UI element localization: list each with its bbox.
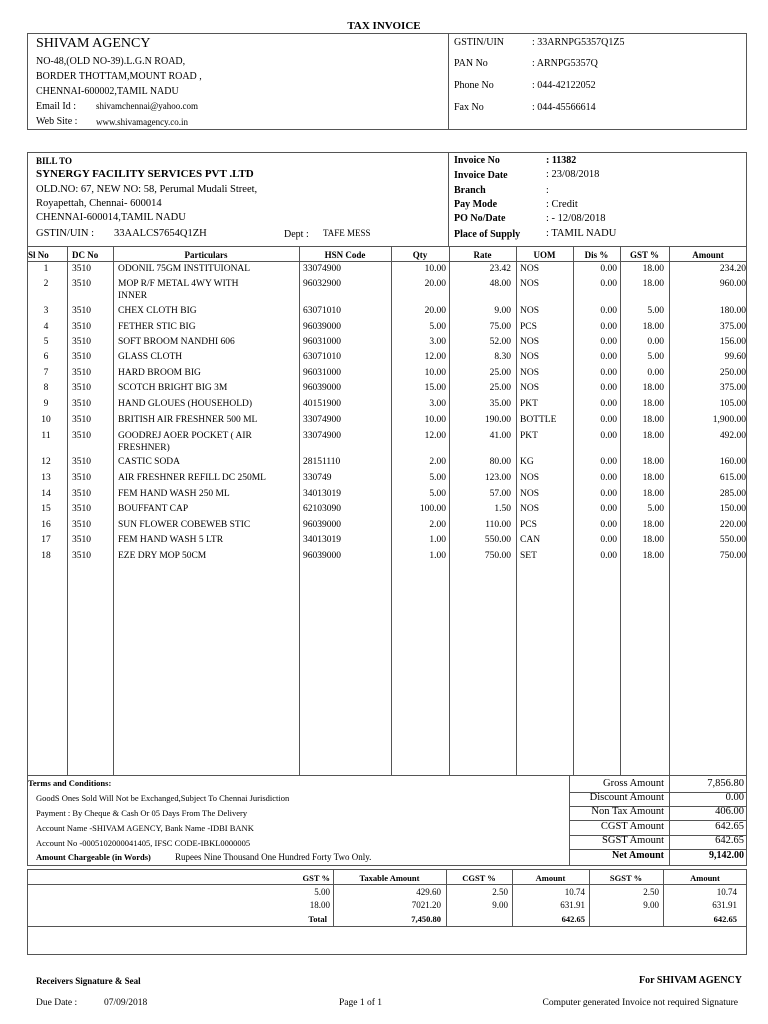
col-line [516, 246, 517, 775]
cell-hsn: 33074900 [303, 431, 341, 441]
seller-web: www.shivamagency.co.in [96, 117, 189, 127]
footer-note: Computer generated Invoice not required Signature [542, 998, 738, 1008]
billto-gstin-label: GSTIN/UIN : [36, 228, 95, 239]
cell-dcno: 3510 [72, 264, 91, 274]
cell-uom: SET [520, 551, 537, 561]
seller-pan-label: PAN No [454, 58, 488, 69]
th-gst: GST % [629, 250, 660, 260]
cell-hsn: 33074900 [303, 264, 341, 274]
cell-qty: 3.00 [429, 337, 446, 347]
gst-cell-cgst-amount: 631.91 [560, 900, 585, 910]
cell-slno: 18 [41, 551, 51, 561]
cell-dis: 0.00 [600, 535, 617, 545]
cell-qty: 1.00 [429, 535, 446, 545]
cell-particulars: EZE DRY MOP 50CM [118, 551, 207, 561]
billto-divider [448, 152, 449, 246]
cell-dcno: 3510 [72, 551, 91, 561]
gst-th-amount-2: Amount [690, 873, 720, 883]
invoice-no-label: Invoice No [454, 155, 500, 166]
cell-uom: NOS [520, 368, 540, 378]
gst-th-amount-1: Amount [535, 873, 566, 883]
cell-dis: 0.00 [600, 489, 617, 499]
cell-dcno: 3510 [72, 520, 91, 530]
table-header-rule [27, 261, 747, 262]
cell-hsn: 62103090 [303, 504, 341, 514]
cell-slno: 4 [43, 322, 49, 332]
gst-total-sgst: 642.65 [713, 914, 737, 924]
cell-dcno: 3510 [72, 399, 91, 409]
th-hsn: HSN Code [324, 250, 366, 260]
cell-slno: 5 [43, 337, 49, 347]
gst-cell-cgst-amount: 10.74 [564, 887, 585, 897]
cell-particulars: MOP R/F METAL 4WY WITH [118, 279, 239, 289]
col-line [113, 246, 114, 775]
seller-fax-label: Fax No [454, 102, 484, 113]
cell-hsn: 96039000 [303, 551, 341, 561]
total-label: SGST Amount [602, 835, 664, 846]
cell-qty: 3.00 [429, 399, 446, 409]
cell-hsn: 34013019 [303, 535, 341, 545]
cell-dis: 0.00 [600, 520, 617, 530]
cell-qty: 20.00 [424, 306, 446, 316]
th-particulars: Particulars [184, 250, 228, 260]
cell-slno: 2 [43, 279, 49, 289]
cell-uom: KG [520, 457, 534, 467]
cell-particulars-cont: FRESHNER) [118, 443, 170, 453]
cell-uom: PCS [520, 520, 537, 530]
cell-qty: 5.00 [429, 489, 446, 499]
cell-dcno: 3510 [72, 306, 91, 316]
cell-amount: 150.00 [719, 504, 746, 514]
cell-particulars: SUN FLOWER COBEWEB STIC [118, 520, 251, 530]
col-line [299, 246, 300, 775]
seller-phone: : 044-42122052 [532, 80, 596, 91]
cell-particulars: HARD BROOM BIG [118, 368, 201, 378]
cell-slno: 1 [43, 264, 49, 274]
billto-label: BILL TO [36, 156, 72, 166]
cell-gst: 18.00 [642, 264, 664, 274]
total-value: 642.65 [715, 835, 744, 846]
cell-uom: NOS [520, 264, 540, 274]
cell-amount: 234.20 [719, 264, 746, 274]
cell-qty: 10.00 [424, 264, 446, 274]
cell-hsn: 96039000 [303, 322, 341, 332]
th-dcno: DC No [72, 250, 99, 260]
cell-dis: 0.00 [600, 264, 617, 274]
cell-dcno: 3510 [72, 473, 91, 483]
cell-amount: 156.00 [719, 337, 746, 347]
cell-particulars: CASTIC SODA [118, 457, 181, 467]
cell-amount: 250.00 [719, 368, 746, 378]
cell-slno: 3 [43, 306, 49, 316]
gst-cell-rate: 18.00 [309, 900, 330, 910]
gst-cell-sgst: 9.00 [643, 900, 659, 910]
cell-dcno: 3510 [72, 337, 91, 347]
gst-cell-sgst-amount: 631.91 [712, 900, 737, 910]
invoice-date: : 23/08/2018 [546, 169, 600, 180]
cell-rate: 8.30 [494, 352, 511, 362]
cell-qty: 5.00 [429, 322, 446, 332]
branch-value: : [546, 185, 549, 196]
gst-cell-taxable: 7021.20 [411, 900, 441, 910]
cell-slno: 7 [43, 368, 49, 378]
cell-qty: 1.00 [429, 551, 446, 561]
amount-words: Rupees Nine Thousand One Hundred Forty Two Only. [175, 852, 372, 862]
cell-particulars: ODONIL 75GM INSTITUIONAL [118, 264, 251, 274]
cell-amount: 1,900.00 [712, 415, 746, 425]
cell-qty: 15.00 [424, 383, 446, 393]
cell-dis: 0.00 [600, 551, 617, 561]
po-value: : - 12/08/2018 [546, 213, 606, 224]
cell-rate: 48.00 [489, 279, 511, 289]
invoice-no: : 11382 [546, 155, 577, 166]
th-qty: Qty [412, 250, 428, 260]
cell-dis: 0.00 [600, 368, 617, 378]
cell-amount: 615.00 [719, 473, 746, 483]
cell-dcno: 3510 [72, 504, 91, 514]
total-value: 0.00 [725, 792, 744, 803]
cell-particulars: SCOTCH BRIGHT BIG 3M [118, 383, 228, 393]
cell-uom: PKT [520, 431, 538, 441]
cell-gst: 5.00 [647, 306, 664, 316]
cell-hsn: 34013019 [303, 489, 341, 499]
cell-qty: 20.00 [424, 279, 446, 289]
cell-uom: NOS [520, 504, 540, 514]
billto-name: SYNERGY FACILITY SERVICES PVT .LTD [36, 168, 254, 180]
cell-gst: 18.00 [642, 415, 664, 425]
cell-slno: 17 [41, 535, 51, 545]
cell-rate: 23.42 [489, 264, 511, 274]
cell-slno: 12 [41, 457, 51, 467]
cell-gst: 5.00 [647, 504, 664, 514]
cell-dis: 0.00 [600, 457, 617, 467]
due-date: 07/09/2018 [104, 998, 148, 1008]
cell-slno: 14 [41, 489, 51, 499]
cell-slno: 6 [43, 352, 49, 362]
cell-gst: 18.00 [642, 473, 664, 483]
cell-uom: NOS [520, 473, 540, 483]
cell-hsn: 96031000 [303, 337, 341, 347]
seller-email-label: Email Id : [36, 101, 76, 112]
total-value: 406.00 [715, 806, 744, 817]
cell-qty: 2.00 [429, 520, 446, 530]
cell-particulars: GLASS CLOTH [118, 352, 183, 362]
cell-amount: 220.00 [719, 520, 746, 530]
billto-dept: TAFE MESS [323, 228, 371, 238]
total-label: Gross Amount [603, 778, 664, 789]
cell-dis: 0.00 [600, 352, 617, 362]
cell-dis: 0.00 [600, 415, 617, 425]
cell-amount: 960.00 [719, 279, 746, 289]
supply-label: Place of Supply [454, 229, 521, 240]
cell-rate: 25.00 [489, 383, 511, 393]
paymode-value: : Credit [546, 199, 578, 210]
cell-dis: 0.00 [600, 279, 617, 289]
cell-slno: 10 [41, 415, 51, 425]
th-dis: Dis % [584, 250, 609, 260]
cell-slno: 11 [41, 431, 51, 441]
seller-email: shivamchennai@yahoo.com [96, 101, 199, 111]
gst-total-taxable: 7,450.80 [411, 914, 441, 924]
branch-label: Branch [454, 185, 486, 196]
cell-amount: 99.60 [724, 352, 746, 362]
gst-cell-cgst: 9.00 [492, 900, 508, 910]
cell-gst: 18.00 [642, 322, 664, 332]
cell-particulars-cont: INNER [118, 291, 148, 301]
cell-rate: 25.00 [489, 368, 511, 378]
cell-dcno: 3510 [72, 535, 91, 545]
cell-particulars: CHEX CLOTH BIG [118, 306, 197, 316]
table-bottom-rule [27, 775, 747, 776]
billto-address-1: OLD.NO: 67, NEW NO: 58, Perumal Mudali Street, [36, 184, 258, 195]
cell-amount: 180.00 [719, 306, 746, 316]
cell-rate: 9.00 [494, 306, 511, 316]
cell-particulars: GOODREJ AOER POCKET ( AIR [118, 431, 252, 441]
cell-gst: 18.00 [642, 399, 664, 409]
gst-cell-sgst: 2.50 [643, 887, 659, 897]
receiver-signature: Receivers Signature & Seal [36, 976, 141, 986]
gst-summary-header-rule [27, 884, 747, 885]
th-rate: Rate [473, 250, 492, 260]
cell-qty: 12.00 [424, 352, 446, 362]
terms-line-4: Account No -0005102000041405, IFSC CODE-IBKL0000005 [36, 838, 251, 848]
cell-amount: 550.00 [719, 535, 746, 545]
cell-particulars: HAND GLOUES (HOUSEHOLD) [118, 399, 253, 409]
seller-pan: : ARNPG5357Q [532, 58, 598, 69]
cell-rate: 1.50 [494, 504, 511, 514]
cell-rate: 750.00 [484, 551, 511, 561]
po-label: PO No/Date [454, 213, 506, 224]
cell-uom: NOS [520, 489, 540, 499]
cell-rate: 550.00 [484, 535, 511, 545]
seller-divider [448, 33, 449, 130]
th-slno: Sl No [28, 250, 49, 260]
cell-dcno: 3510 [72, 352, 91, 362]
seller-address-1: NO-48,(OLD NO-39).L.G.N ROAD, [36, 56, 186, 67]
cell-gst: 18.00 [642, 383, 664, 393]
cell-gst: 5.00 [647, 352, 664, 362]
cell-gst: 18.00 [642, 535, 664, 545]
cell-uom: PKT [520, 399, 538, 409]
cell-uom: CAN [520, 535, 541, 545]
cell-dcno: 3510 [72, 383, 91, 393]
cell-rate: 80.00 [489, 457, 511, 467]
gst-th-gst: GST % [302, 873, 330, 883]
cell-qty: 100.00 [419, 504, 446, 514]
cell-amount: 492.00 [719, 431, 746, 441]
cell-dcno: 3510 [72, 415, 91, 425]
seller-gstin-label: GSTIN/UIN [454, 37, 504, 48]
seller-phone-label: Phone No [454, 80, 494, 91]
cell-qty: 5.00 [429, 473, 446, 483]
cell-dcno: 3510 [72, 368, 91, 378]
cell-slno: 15 [41, 504, 51, 514]
table-top-rule [27, 246, 747, 247]
cell-dis: 0.00 [600, 504, 617, 514]
th-amount: Amount [692, 250, 724, 260]
cell-slno: 16 [41, 520, 51, 530]
gst-th-taxable: Taxable Amount [359, 873, 420, 883]
cell-amount: 375.00 [719, 383, 746, 393]
cell-uom: NOS [520, 279, 540, 289]
seller-address-3: CHENNAI-600002,TAMIL NADU [36, 86, 179, 97]
cell-uom: NOS [520, 352, 540, 362]
gst-cell-taxable: 429.60 [416, 887, 441, 897]
cell-particulars: AIR FRESHNER REFILL DC 250ML [118, 473, 266, 483]
cell-slno: 9 [43, 399, 49, 409]
cell-hsn: 96032900 [303, 279, 341, 289]
cell-uom: NOS [520, 337, 540, 347]
cell-amount: 375.00 [719, 322, 746, 332]
terms-line-3: Account Name -SHIVAM AGENCY, Bank Name -IDBI BANK [36, 823, 254, 833]
due-date-label: Due Date : [36, 998, 78, 1008]
cell-hsn: 330749 [303, 473, 332, 483]
supply-value: : TAMIL NADU [546, 228, 617, 239]
seller-gstin: : 33ARNPG5357Q1Z5 [532, 37, 625, 48]
billto-gstin: 33AALCS7654Q1ZH [114, 228, 207, 239]
gst-cell-sgst-amount: 10.74 [716, 887, 737, 897]
cell-particulars: FEM HAND WASH 5 LTR [118, 535, 224, 545]
cell-qty: 10.00 [424, 415, 446, 425]
cell-rate: 41.00 [489, 431, 511, 441]
cell-particulars: BOUFFANT CAP [118, 504, 189, 514]
cell-qty: 2.00 [429, 457, 446, 467]
total-label: Non Tax Amount [591, 806, 664, 817]
cell-dcno: 3510 [72, 457, 91, 467]
cell-gst: 0.00 [647, 337, 664, 347]
cell-dis: 0.00 [600, 473, 617, 483]
total-label: Discount Amount [589, 792, 664, 803]
cell-gst: 18.00 [642, 551, 664, 561]
billto-address-2: Royapettah, Chennai- 600014 [36, 198, 162, 209]
seller-address-2: BORDER THOTTAM,MOUNT ROAD , [36, 71, 202, 82]
cell-amount: 160.00 [719, 457, 746, 467]
seller-web-label: Web Site : [36, 116, 78, 127]
total-label: CGST Amount [600, 821, 664, 832]
cell-hsn: 96039000 [303, 520, 341, 530]
cell-particulars: SOFT BROOM NANDHI 606 [118, 337, 235, 347]
cell-hsn: 28151110 [303, 457, 341, 467]
cell-amount: 285.00 [719, 489, 746, 499]
gst-cell-cgst: 2.50 [492, 887, 508, 897]
cell-uom: NOS [520, 383, 540, 393]
cell-gst: 18.00 [642, 520, 664, 530]
cell-gst: 0.00 [647, 368, 664, 378]
cell-gst: 18.00 [642, 431, 664, 441]
gst-cell-rate: 5.00 [314, 887, 330, 897]
cell-dis: 0.00 [600, 399, 617, 409]
total-value: 7,856.80 [707, 778, 744, 789]
cell-rate: 52.00 [489, 337, 511, 347]
billto-address-3: CHENNAI-600014,TAMIL NADU [36, 212, 186, 223]
seller-fax: : 044-45566614 [532, 102, 596, 113]
cell-gst: 18.00 [642, 279, 664, 289]
amount-words-label: Amount Chargeable (in Words) [36, 852, 151, 862]
th-uom: UOM [533, 250, 556, 260]
cell-hsn: 63071010 [303, 352, 341, 362]
invoice-date-label: Invoice Date [454, 170, 508, 181]
cell-dis: 0.00 [600, 306, 617, 316]
cell-particulars: BRITISH AIR FRESHNER 500 ML [118, 415, 258, 425]
col-line [67, 246, 68, 775]
total-label: Net Amount [612, 850, 664, 861]
cell-dis: 0.00 [600, 383, 617, 393]
cell-rate: 57.00 [489, 489, 511, 499]
cell-dcno: 3510 [72, 489, 91, 499]
cell-rate: 35.00 [489, 399, 511, 409]
cell-uom: NOS [520, 306, 540, 316]
cell-particulars: FEM HAND WASH 250 ML [118, 489, 230, 499]
cell-uom: PCS [520, 322, 537, 332]
cell-hsn: 63071010 [303, 306, 341, 316]
cell-slno: 8 [43, 383, 49, 393]
gst-total-label: Total [308, 914, 327, 924]
cell-hsn: 96039000 [303, 383, 341, 393]
cell-qty: 10.00 [424, 368, 446, 378]
cell-hsn: 40151900 [303, 399, 341, 409]
gst-total-cgst: 642.65 [561, 914, 585, 924]
cell-dcno: 3510 [72, 431, 91, 441]
billto-dept-label: Dept : [284, 229, 309, 240]
total-value: 9,142.00 [709, 850, 744, 861]
cell-hsn: 33074900 [303, 415, 341, 425]
cell-dis: 0.00 [600, 322, 617, 332]
cell-rate: 75.00 [489, 322, 511, 332]
cell-qty: 12.00 [424, 431, 446, 441]
gst-summary-bottom-rule [27, 926, 747, 927]
cell-rate: 190.00 [484, 415, 511, 425]
cell-slno: 13 [41, 473, 51, 483]
terms-line-2: Payment : By Cheque & Cash Or 05 Days From The Delivery [36, 808, 248, 818]
page-number: Page 1 of 1 [339, 998, 383, 1008]
for-agency: For SHIVAM AGENCY [639, 975, 742, 986]
terms-line-1: GoodS Ones Sold Will Not be Exchanged,Subject To Chennai Jurisdiction [36, 793, 290, 803]
cell-amount: 105.00 [719, 399, 746, 409]
cell-rate: 110.00 [485, 520, 511, 530]
cell-rate: 123.00 [484, 473, 511, 483]
total-value: 642.65 [715, 821, 744, 832]
cell-gst: 18.00 [642, 457, 664, 467]
cell-dcno: 3510 [72, 279, 91, 289]
seller-name: SHIVAM AGENCY [36, 36, 151, 51]
cell-amount: 750.00 [719, 551, 746, 561]
paymode-label: Pay Mode [454, 199, 498, 210]
gst-th-cgst: CGST % [462, 873, 496, 883]
document-title: TAX INVOICE [347, 20, 421, 32]
cell-dcno: 3510 [72, 322, 91, 332]
cell-gst: 18.00 [642, 489, 664, 499]
cell-particulars: FETHER STIC BIG [118, 322, 196, 332]
cell-dis: 0.00 [600, 431, 617, 441]
cell-hsn: 96031000 [303, 368, 341, 378]
cell-dis: 0.00 [600, 337, 617, 347]
gst-th-sgst: SGST % [609, 873, 643, 883]
cell-uom: BOTTLE [520, 415, 557, 425]
terms-label: Terms and Conditions: [28, 778, 112, 788]
